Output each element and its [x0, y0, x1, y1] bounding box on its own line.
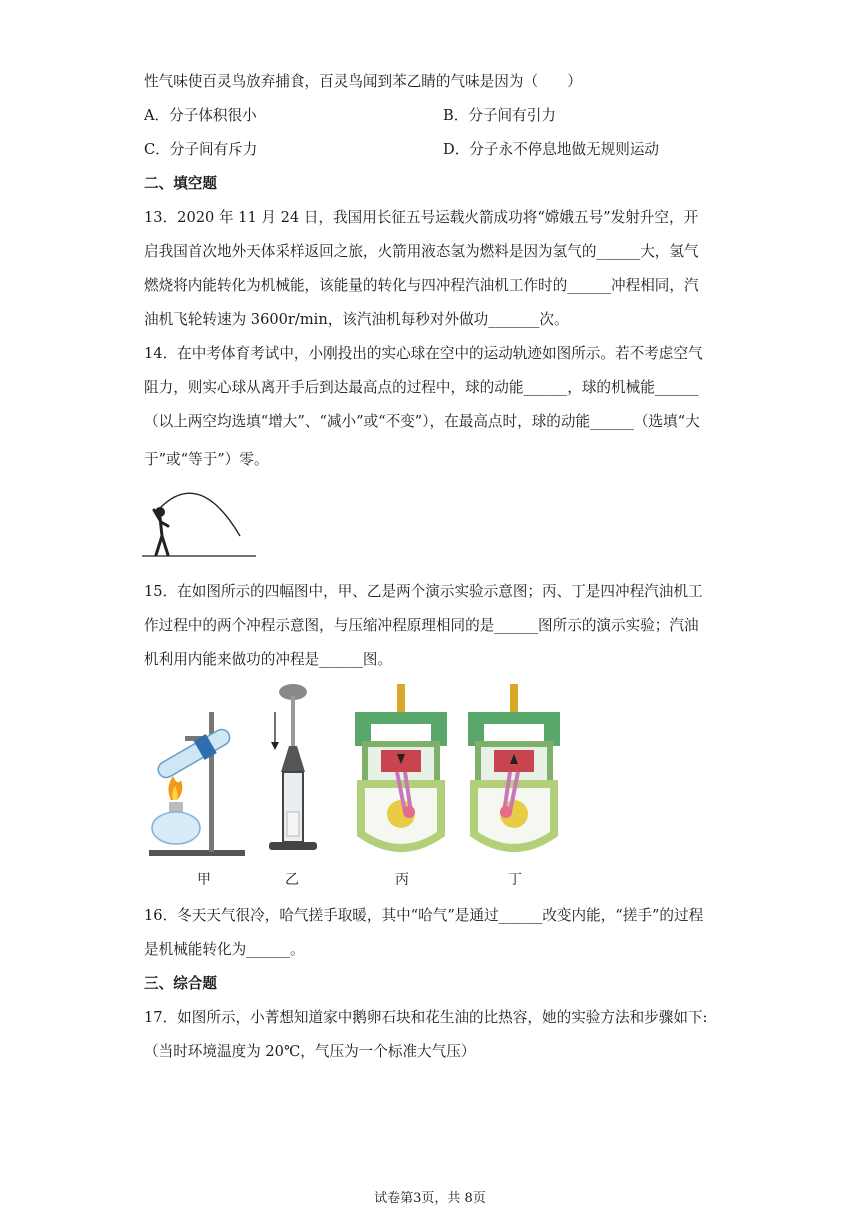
q15-line-1: 15．在如图所示的四幅图中，甲、乙是两个演示实验示意图；丙、丁是四冲程汽油机工 — [144, 583, 703, 600]
q17-line-1: 17．如图所示，小菁想知道家中鹅卵石块和花生油的比热容，她的实验方法和步骤如下: — [144, 1009, 708, 1026]
caption-ding: 丁 — [508, 872, 522, 888]
figure-jia-heating-tube — [145, 708, 255, 860]
section-title-comprehensive: 三、综合题 — [144, 975, 217, 992]
q13-line-2: 启我国首次地外天体采样返回之旅，火箭用液态氢为燃料是因为氢气的______大，氢气 — [144, 243, 699, 260]
q14-line-1: 14．在中考体育考试中，小刚投出的实心球在空中的运动轨迹如图所示。若不考虑空气 — [144, 345, 703, 362]
caption-bing: 丙 — [395, 872, 409, 888]
figure-bing-engine-stroke — [351, 684, 451, 864]
q14-line-4: 于”或“等于”）零。 — [144, 451, 269, 468]
q12-option-d: D．分子永不停息地做无规则运动 — [443, 141, 660, 158]
shot-put-trajectory-figure — [140, 488, 260, 560]
q13-line-4: 油机飞轮转速为 3600r/min，该汽油机每秒对外做功_______次。 — [144, 311, 569, 328]
page-footer: 试卷第3页，共 8页 — [374, 1191, 486, 1206]
q14-line-3: （以上两空均选填“增大”、“减小”或“不变”），在最高点时，球的动能______（选填“大 — [144, 413, 700, 430]
caption-jia: 甲 — [197, 872, 211, 888]
q14-line-2: 阻力，则实心球从离开手后到达最高点的过程中，球的动能______，球的机械能______ — [144, 379, 699, 396]
q12-continuation: 性气味使百灵鸟放弃捕食，百灵鸟闻到苯乙睛的气味是因为（ ） — [144, 73, 582, 90]
q15-line-2: 作过程中的两个冲程示意图，与压缩冲程原理相同的是______图所示的演示实验；汽油 — [144, 617, 699, 634]
q13-line-3: 燃烧将内能转化为机械能，该能量的转化与四冲程汽油机工作时的______冲程相同，汽 — [144, 277, 699, 294]
q16-line-2: 是机械能转化为______。 — [144, 941, 305, 958]
figure-ding-engine-stroke — [464, 684, 564, 864]
figure-yi-air-compression — [263, 682, 323, 862]
q12-option-b: B．分子间有引力 — [443, 107, 556, 124]
q16-line-1: 16．冬天天气很冷，哈气搓手取暖，其中“哈气”是通过______改变内能，“搓手”的过程 — [144, 907, 704, 924]
q12-option-a: A．分子体积很小 — [144, 107, 257, 124]
q15-line-3: 机利用内能来做功的冲程是______图。 — [144, 651, 393, 668]
section-title-fill-blank: 二、填空题 — [144, 175, 217, 192]
caption-yi: 乙 — [285, 872, 299, 888]
q13-line-1: 13．2020 年 11 月 24 日，我国用长征五号运载火箭成功将“嫦娥五号”发射升空，开 — [144, 209, 699, 226]
q12-option-c: C．分子间有斥力 — [144, 141, 258, 158]
q17-line-2: （当时环境温度为 20℃，气压为一个标准大气压） — [144, 1043, 476, 1060]
